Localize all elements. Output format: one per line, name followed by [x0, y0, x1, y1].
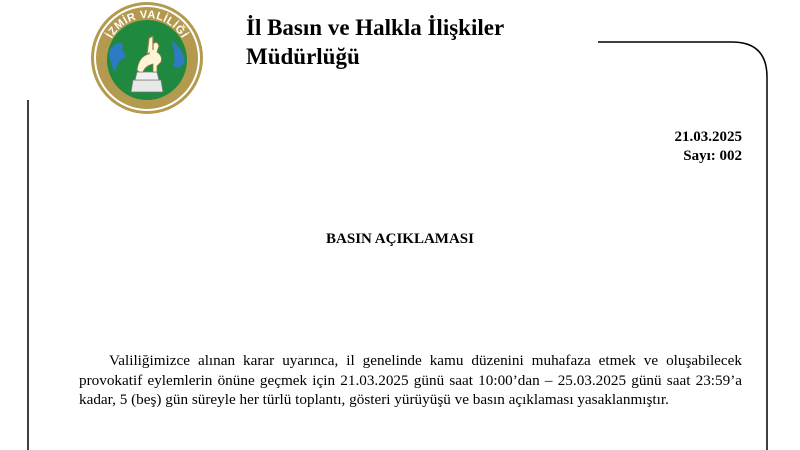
document-paragraph: Valiliğimizce alınan karar uyarınca, il genelinde kamu düzenini muhafaza etmek ve oluşabilecek provokatif eylemlerin önüne geçmek için 21.03.2025 günü saat 10:00’dan – 25.03.2025 günü saat 23:59’a kadar, 5 (beş) gün süreyle her türlü toplantı, gösteri yürüyüşü ve basın açıklaması yasaklanmıştır.: [79, 352, 742, 409]
document-number: Sayı: 002: [683, 148, 742, 164]
document-meta: [675, 128, 743, 166]
organization-name: İl Basın ve Halkla İlişkiler Müdürlüğü: [246, 15, 504, 69]
izmir-valiligi-logo: [87, 0, 207, 118]
document-date: 21.03.2025: [674, 129, 742, 145]
document-title: BASIN AÇIKLAMASI: [326, 231, 474, 247]
logo-text: İZMİR VALİLİĞİ: [104, 8, 190, 41]
